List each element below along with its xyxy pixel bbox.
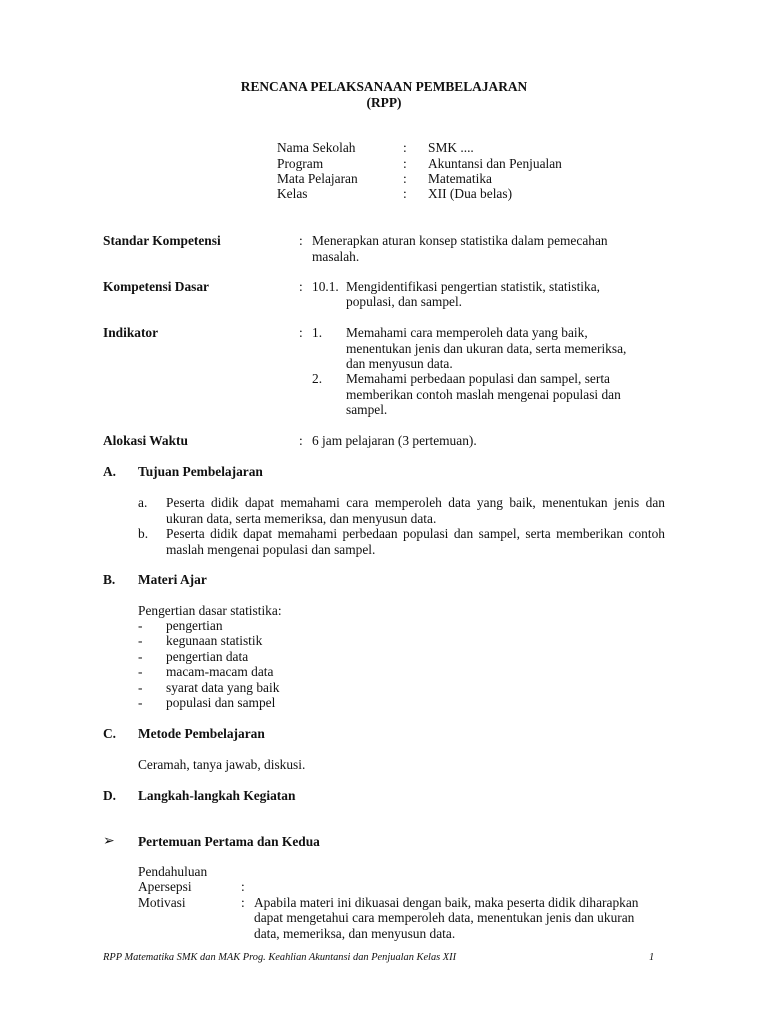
section-d-letter: D. [103,788,117,803]
apersepsi-label: Apersepsi [138,879,192,894]
identity-colon: : [403,171,407,186]
indikator-text: dan menyusun data. [346,356,453,371]
standar-kompetensi-label: Standar Kompetensi [103,233,221,248]
section-c-letter: C. [103,726,117,741]
tujuan-marker: b. [138,526,149,541]
kompetensi-dasar-label: Kompetensi Dasar [103,279,210,294]
page-footer-text: RPP Matematika SMK dan MAK Prog. Keahlian Akuntansi dan Penjualan Kelas XII [103,952,457,963]
section-d-title: Langkah-langkah Kegiatan [138,788,296,803]
section-c-title: Metode Pembelajaran [138,726,265,741]
kompetensi-dasar-text: Mengidentifikasi pengertian statistik, statistika, [346,279,601,294]
alokasi-waktu-value: 6 jam pelajaran (3 pertemuan). [312,433,477,448]
materi-item: pengertian data [166,649,249,664]
indikator-number: 1. [312,325,323,340]
list-dash: - [138,618,143,633]
indikator-number: 2. [312,371,323,386]
indikator-label: Indikator [103,325,159,340]
indikator-colon: : [299,325,303,340]
standar-kompetensi-text: masalah. [312,249,360,264]
list-dash: - [138,664,143,679]
arrow-bullet-icon: ➢ [103,834,115,849]
list-dash: - [138,649,143,664]
section-a-letter: A. [103,464,117,479]
identity-colon: : [403,156,407,171]
motivasi-colon: : [241,895,245,910]
identity-label: Mata Pelajaran [277,171,358,186]
kompetensi-dasar-text: populasi, dan sampel. [346,294,463,309]
materi-item: populasi dan sampel [166,695,276,710]
materi-item: macam-macam data [166,664,274,679]
list-dash: - [138,695,143,710]
doc-title: RENCANA PELAKSANAAN PEMBELAJARAN [240,79,528,94]
materi-item: pengertian [166,618,223,633]
standar-kompetensi-text: Menerapkan aturan konsep statistika dalam pemecahan [312,233,608,248]
list-dash: - [138,680,143,695]
apersepsi-colon: : [241,879,245,894]
identity-colon: : [403,140,407,155]
motivasi-text: Apabila materi ini dikuasai dengan baik, maka peserta didik diharapkan [254,895,639,910]
indikator-text: Memahami cara memperoleh data yang baik, [346,325,588,340]
alokasi-waktu-label: Alokasi Waktu [103,433,188,448]
standar-kompetensi-colon: : [299,233,303,248]
kompetensi-dasar-colon: : [299,279,303,294]
identity-colon: : [403,186,407,201]
metode-text: Ceramah, tanya jawab, diskusi. [138,757,306,772]
identity-label: Program [277,156,324,171]
indikator-text: memberikan contoh maslah mengenai populasi dan [346,387,621,402]
pertemuan-title: Pertemuan Pertama dan Kedua [138,834,320,849]
indikator-text: sampel. [346,402,388,417]
identity-label: Nama Sekolah [277,140,356,155]
identity-value: SMK .... [428,140,474,155]
page-number: 1 [649,952,655,963]
tujuan-marker: a. [138,495,148,510]
section-b-title: Materi Ajar [138,572,207,587]
identity-value: Akuntansi dan Penjualan [428,156,562,171]
doc-subtitle: (RPP) [366,95,402,110]
motivasi-text: data, memeriksa, dan menyusun data. [254,926,456,941]
motivasi-label: Motivasi [138,895,186,910]
alokasi-waktu-colon: : [299,433,303,448]
indikator-text: Memahami perbedaan populasi dan sampel, serta [346,371,611,386]
materi-intro: Pengertian dasar statistika: [138,603,282,618]
identity-value: Matematika [428,171,492,186]
identity-label: Kelas [277,186,308,201]
tujuan-item: Peserta didik dapat memahami cara memperoleh data yang baik, menentukan jenis dan ukuran data, serta memeriksa, dan menyusun data. [166,495,665,526]
indikator-text: menentukan jenis dan ukuran data, serta memeriksa, [346,341,627,356]
section-b-letter: B. [103,572,116,587]
pendahuluan-label: Pendahuluan [138,864,208,879]
identity-value: XII (Dua belas) [428,186,513,201]
materi-item: kegunaan statistik [166,633,263,648]
materi-item: syarat data yang baik [166,680,280,695]
list-dash: - [138,633,143,648]
kompetensi-dasar-number: 10.1. [312,279,339,294]
tujuan-item: Peserta didik dapat memahami perbedaan populasi dan sampel, serta memberikan contoh maslah mengenai populasi dan sampel. [166,526,665,557]
section-a-title: Tujuan Pembelajaran [138,464,263,479]
motivasi-text: dapat mengetahui cara memperoleh data, menentukan jenis dan ukuran [254,910,635,925]
